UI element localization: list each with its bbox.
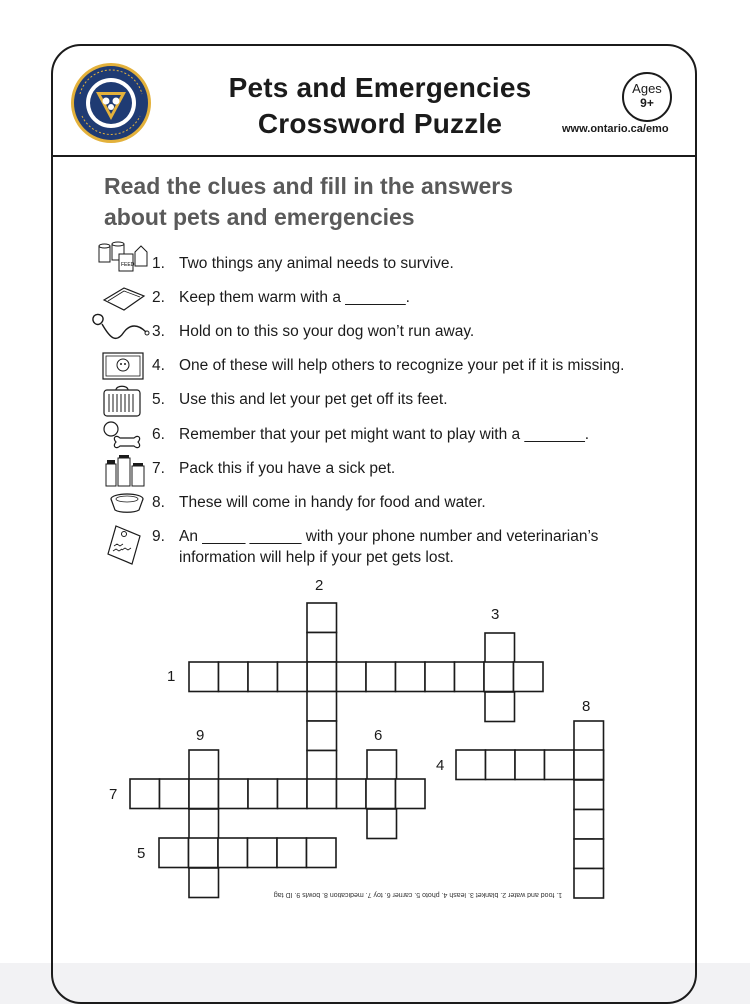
clue-text-line1: An _____ ______ with your phone number and veterinarian’s (179, 528, 599, 545)
crossword-cell[interactable] (248, 838, 278, 868)
clue-text: Pack this if you have a sick pet. (179, 460, 396, 477)
crossword-cell[interactable] (189, 779, 219, 809)
clue-number: 6. (152, 426, 165, 443)
crossword-cell[interactable] (189, 838, 219, 868)
clue-text-line2: information will help if your pet gets lost. (179, 549, 454, 566)
crossword-cell[interactable] (219, 779, 249, 809)
crossword-cell[interactable] (218, 838, 248, 868)
crossword-cell[interactable] (189, 750, 219, 780)
crossword-cell[interactable] (337, 662, 367, 692)
website-url: www.ontario.ca/emo (562, 123, 669, 135)
clue-text: Two things any animal needs to survive. (179, 255, 454, 272)
page-title-line1: Pets and Emergencies (228, 72, 532, 103)
grid-number-5: 5 (137, 845, 146, 862)
page-title-line2: Crossword Puzzle (257, 108, 503, 139)
crossword-cell[interactable] (514, 662, 544, 692)
clue-number: 9. (152, 528, 165, 545)
crossword-cell[interactable] (130, 779, 160, 809)
crossword-cell[interactable] (455, 662, 485, 692)
crossword-cell[interactable] (278, 662, 308, 692)
crossword-cell[interactable] (486, 750, 516, 780)
crossword-cell[interactable] (219, 662, 249, 692)
crossword-cell[interactable] (337, 779, 367, 809)
crossword-cell[interactable] (574, 750, 604, 780)
clue-number: 2. (152, 289, 165, 306)
crossword-cell[interactable] (307, 603, 337, 633)
crossword-cell[interactable] (189, 868, 219, 898)
grid-number-3: 3 (491, 606, 500, 623)
crossword-cell[interactable] (307, 751, 337, 781)
crossword-cell[interactable] (278, 779, 308, 809)
crossword-cell[interactable] (396, 662, 426, 692)
crossword-cell[interactable] (574, 810, 604, 840)
grid-number-6: 6 (374, 727, 383, 744)
answer-key-upside-down: 1. food and water 2. blanket 3. leash 4. photo 5. carrier 6. toy 7. medication 8. bowls 9. ID tag (273, 891, 563, 898)
instructions-line2: about pets and emergencies (104, 204, 415, 230)
grid-number-9: 9 (196, 727, 205, 744)
grid-number-8: 8 (582, 698, 591, 715)
clue-text: One of these will help others to recognize your pet if it is missing. (179, 357, 625, 374)
crossword-cell[interactable] (248, 779, 278, 809)
crossword-cell[interactable] (366, 662, 396, 692)
crossword-cell[interactable] (366, 779, 396, 809)
grid-number-4: 4 (436, 757, 445, 774)
crossword-cell[interactable] (545, 750, 575, 780)
grid-number-2: 2 (315, 577, 324, 594)
crossword-cell[interactable] (189, 809, 219, 839)
crossword-cell[interactable] (307, 721, 337, 751)
crossword-cell[interactable] (367, 750, 397, 780)
grid-number-1: 1 (167, 668, 176, 685)
crossword-cell[interactable] (574, 839, 604, 869)
clue-text: Hold on to this so your dog won’t run away. (179, 323, 475, 340)
crossword-cell[interactable] (396, 779, 426, 809)
crossword-cell[interactable] (248, 662, 278, 692)
crossword-cell[interactable] (307, 779, 337, 809)
crossword-cell[interactable] (160, 779, 190, 809)
clue-number: 3. (152, 323, 165, 340)
svg-text:FEED: FEED (121, 262, 135, 268)
crossword-cell[interactable] (189, 662, 219, 692)
crossword-cell[interactable] (367, 809, 397, 839)
crossword-cell[interactable] (159, 838, 189, 868)
crossword-cell[interactable] (574, 780, 604, 810)
clue-text: Remember that your pet might want to play with a _______. (179, 426, 590, 443)
crossword-cell[interactable] (307, 662, 337, 692)
clue-text: Use this and let your pet get off its feet. (179, 391, 448, 408)
crossword-cell[interactable] (515, 750, 545, 780)
crossword-cell[interactable] (484, 662, 514, 692)
grid-number-7: 7 (109, 786, 118, 803)
crossword-cell[interactable] (307, 838, 337, 868)
clue-number: 4. (152, 357, 165, 374)
clue-number: 1. (152, 255, 165, 272)
crossword-cell[interactable] (485, 633, 515, 663)
clue-number: 7. (152, 460, 165, 477)
clue-text: Keep them warm with a _______. (179, 289, 410, 306)
crossword-cell[interactable] (456, 750, 486, 780)
crossword-cell[interactable] (485, 692, 515, 722)
clue-number: 8. (152, 494, 165, 511)
clue-text: These will come in handy for food and water. (179, 494, 486, 511)
crossword-cell[interactable] (307, 692, 337, 722)
crossword-cell[interactable] (574, 721, 604, 751)
crossword-cell[interactable] (425, 662, 455, 692)
instructions-line1: Read the clues and fill in the answers (104, 173, 514, 199)
crossword-cell[interactable] (307, 633, 337, 663)
clue-number: 5. (152, 391, 165, 408)
ages-label: Ages (632, 81, 662, 96)
crossword-cell[interactable] (277, 838, 307, 868)
ages-value: 9+ (640, 96, 654, 110)
